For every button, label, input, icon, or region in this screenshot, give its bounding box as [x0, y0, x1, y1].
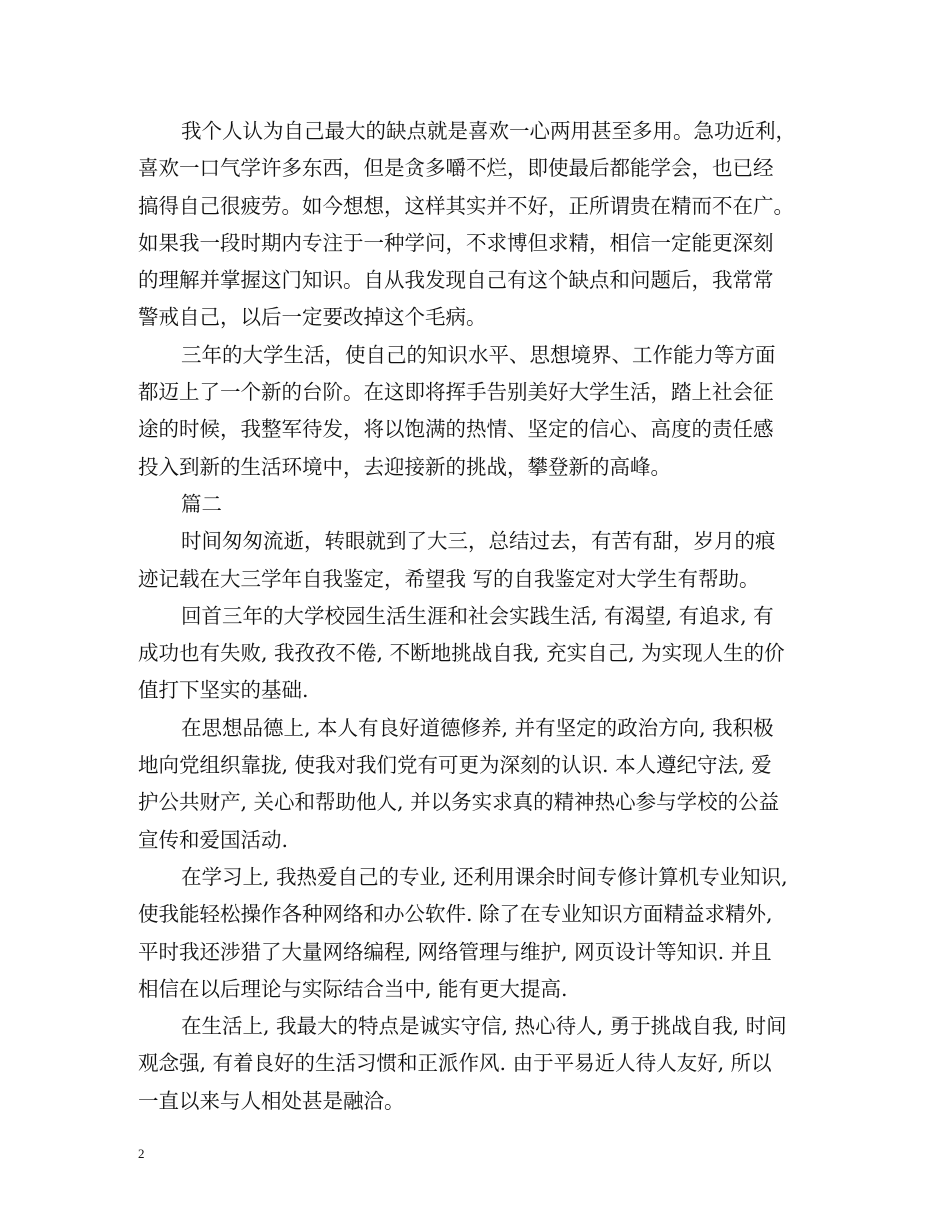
body-text — [138, 113, 828, 1120]
text-line: 成功也有失败, 我孜孜不倦, 不断地挑战自我, 充实自己, 为实现人生的价 — [138, 641, 785, 666]
text-line: 喜欢一口气学许多东西，但是贪多嚼不烂，即使最后都能学会，也已经 — [138, 156, 774, 181]
text-line: 观念强, 有着良好的生活习惯和正派作风. 由于平易近人待人友好, 所以 — [138, 1051, 772, 1076]
text-line: 都迈上了一个新的台阶。在这即将挥手告别美好大学生活，踏上社会征 — [138, 380, 774, 405]
text-line: 在学习上, 我热爱自己的专业, 还利用课余时间专修计算机专业知识, — [181, 864, 788, 889]
text-line: 投入到新的生活环境中，去迎接新的挑战，攀登新的高峰。 — [138, 454, 671, 479]
text-line: 在思想品德上, 本人有良好道德修养, 并有坚定的政治方向, 我积极 — [181, 715, 774, 740]
text-line: 值打下坚实的基础. — [138, 678, 309, 703]
text-line: 警戒自己，以后一定要改掉这个毛病。 — [138, 305, 487, 330]
text-line: 回首三年的大学校园生活生涯和社会实践生活, 有渴望, 有追求, 有 — [181, 603, 774, 628]
text-line: 宣传和爱国活动. — [138, 827, 289, 852]
text-line: 的理解并掌握这门知识。自从我发现自己有这个缺点和问题后，我常常 — [138, 268, 774, 293]
page-number: 2 — [138, 1146, 145, 1161]
text-line: 护公共财产, 关心和帮助他人, 并以务实求真的精神热心参与学校的公益 — [138, 790, 780, 815]
text-line: 时间匆匆流逝，转眼就到了大三，总结过去，有苦有甜，岁月的痕 — [181, 529, 776, 554]
text-line: 我个人认为自己最大的缺点就是喜欢一心两用甚至多用。急功近利， — [181, 119, 796, 143]
text-line: 途的时候，我整军待发，将以饱满的热情、坚定的信心、高度的责任感 — [138, 417, 774, 442]
text-line: 在生活上, 我最大的特点是诚实守信, 热心待人, 勇于挑战自我, 时间 — [181, 1014, 787, 1039]
text-line: 如果我一段时期内专注于一种学问，不求博但求精，相信一定能更深刻 — [138, 230, 774, 255]
text-line: 迹记载在大三学年自我鉴定，希望我 写的自我鉴定对大学生有帮助。 — [138, 566, 760, 591]
text-line: 一直以来与人相处甚是融洽。 — [138, 1088, 405, 1113]
text-line: 地向党组织靠拢, 使我对我们党有可更为深刻的认识. 本人遵纪守法, 爱 — [138, 753, 772, 778]
text-line: 三年的大学生活，使自己的知识水平、思想境界、工作能力等方面 — [181, 342, 776, 367]
text-line: 搞得自己很疲劳。如今想想，这样其实并不好，正所谓贵在精而不在广。 — [138, 193, 794, 218]
text-line: 平时我还涉猎了大量网络编程, 网络管理与维护, 网页设计等知识. 并且 — [138, 939, 772, 964]
text-line: 相信在以后理论与实际结合当中, 能有更大提高. — [138, 976, 568, 1001]
section-heading: 篇二 — [181, 491, 222, 516]
text-line: 使我能轻松操作各种网络和办公软件. 除了在专业知识方面精益求精外, — [138, 902, 773, 927]
